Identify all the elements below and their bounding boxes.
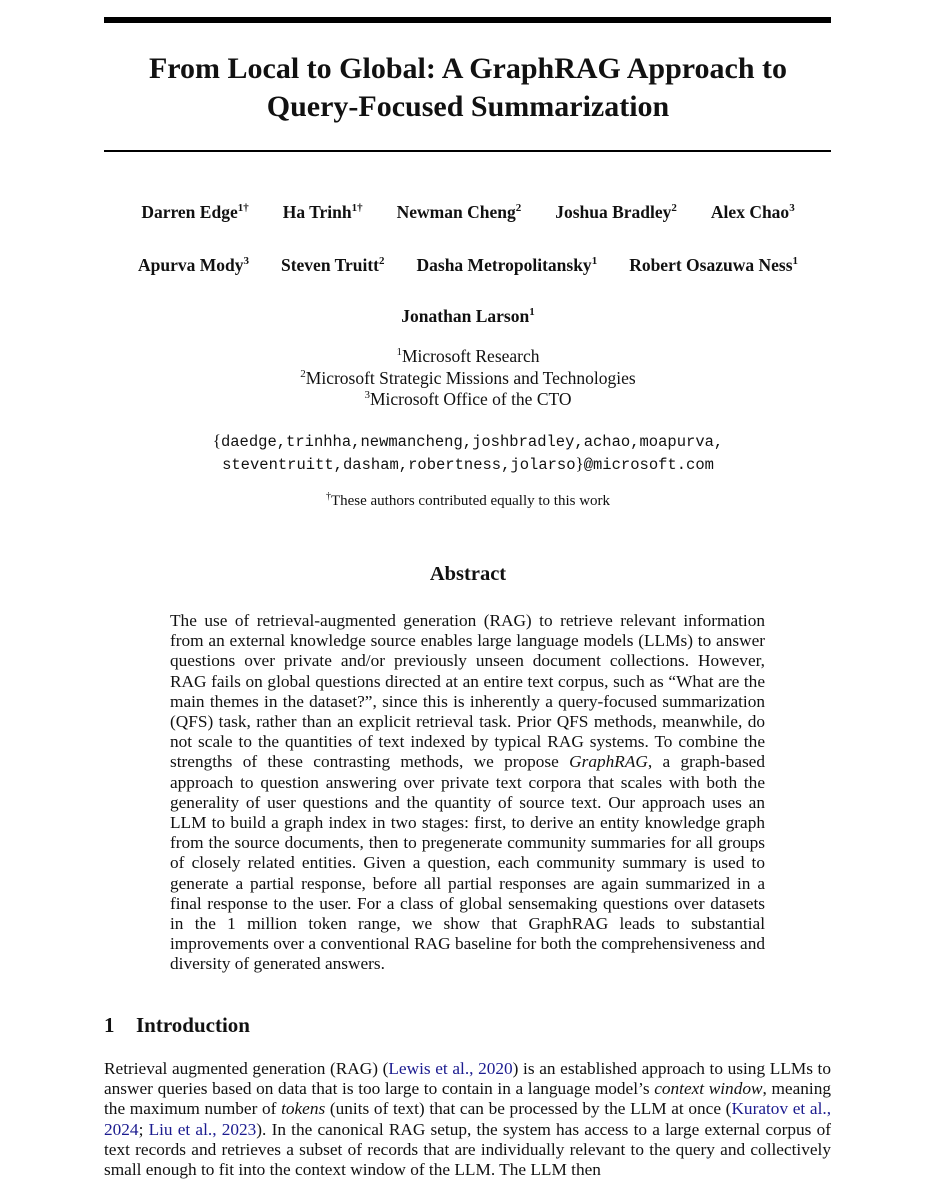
- equal-contribution-note: †These authors contributed equally to this work: [325, 491, 611, 509]
- authors-row-2: [60, 254, 876, 276]
- author: Apurva Mody$^3$: [137, 255, 249, 275]
- introduction-text: Retrieval augmented generation (RAG) (Lewis et al., 2020) is an established approach to using LLMs to answer queries based on data that is too large to contain in a language model’s context window, meaning the maximum number of tokens (units of text) that can be processed by the LLM at once (Kuratov et al., 2024; Liu et al., 2023). In the canonical RAG setup, the system has access to a large external corpus of text records and retrieves a subset of records that are individually relevant to the query and collectively small enough to fit into the context window of the LLM. The LLM then: [104, 1059, 832, 1180]
- authors-row-1: [60, 201, 876, 223]
- author: Robert Osazuwa Ness$^1$: [629, 255, 799, 275]
- author: Newman Cheng$^2$: [396, 202, 522, 222]
- author: Jonathan Larson$^1$: [401, 306, 535, 326]
- title-line-2: Query-Focused Summarization: [266, 90, 670, 123]
- author: Alex Chao$^3$: [710, 202, 795, 222]
- citation-link[interactable]: Lewis et al., 2020: [388, 1059, 513, 1078]
- abstract-heading: Abstract: [429, 563, 507, 585]
- paper-title: [60, 50, 876, 126]
- affiliation: $^3$Microsoft Office of the CTO: [364, 389, 572, 409]
- author: Joshua Bradley$^2$: [555, 202, 677, 222]
- affiliation: $^2$Microsoft Strategic Missions and Technologies: [300, 367, 636, 388]
- author: Dasha Metropolitansky$^1$: [416, 255, 598, 275]
- author-emails: {daedge,trinhha,newmancheng,joshbradley,achao,moapurva, steventruitt,dasham,robertness,jolarso}@microsoft.com: [212, 431, 724, 474]
- author: Steven Truitt$^2$: [280, 255, 385, 275]
- author: Ha Trinh$^{1\dagger}$: [282, 202, 363, 222]
- authors-row-3: [60, 305, 876, 327]
- title-bottom-rule: [104, 150, 831, 152]
- abstract-text: The use of retrieval-augmented generation (RAG) to retrieve relevant information from an external knowledge source enables large language models (LLMs) to answer questions over private and/or previously unseen document collections. However, RAG fails on global questions directed at an entire text corpus, such as “What are the main themes in the dataset?”, since this is inherently a query-focused summarization (QFS) task, rather than an explicit retrieval task. Prior QFS methods, meanwhile, do not scale to the quantities of text indexed by typical RAG systems. To combine the strengths of these contrasting methods, we propose GraphRAG, a graph-based approach to question answering over private text corpora that scales with both the generality of user questions and the quantity of source text. Our approach uses an LLM to build a graph index in two stages: first, to derive an entity knowledge graph from the source documents, then to pregenerate community summaries for all groups of closely related entities. Given a question, each community summary is used to generate a partial response, before all partial responses are again summarized in a final response to the user. For a class of global sensemaking questions over datasets in the 1 million token range, we show that GraphRAG leads to substantial improvements over a conventional RAG baseline for both the comprehensiveness and diversity of generated answers.: [170, 611, 765, 974]
- title-line-1: From Local to Global: A GraphRAG Approach to: [148, 52, 788, 85]
- section-heading-introduction: 1 Introduction: [104, 1013, 250, 1037]
- citation-link[interactable]: Kuratov et al., 2024: [104, 1099, 832, 1139]
- top-rule: [104, 17, 831, 23]
- citation-link[interactable]: Liu et al., 2023: [148, 1119, 257, 1139]
- affiliation: $^1$Microsoft Research: [396, 346, 540, 366]
- author: Darren Edge$^{1\dagger}$: [141, 202, 249, 222]
- affiliations: [60, 346, 876, 411]
- graphrag-emphasis: GraphRAG: [569, 752, 648, 772]
